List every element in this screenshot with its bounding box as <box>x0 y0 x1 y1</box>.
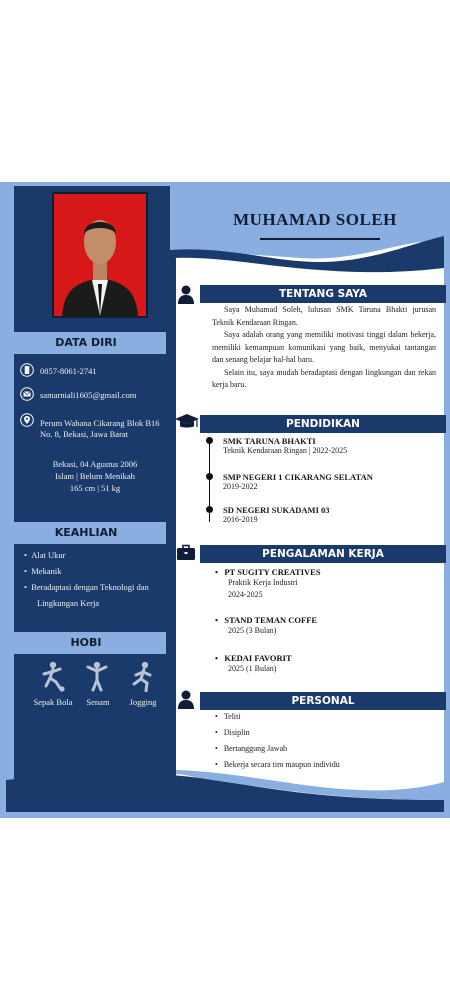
status-info: Islam | Belum Menikah <box>55 471 135 481</box>
personal-item: • Disiplin <box>215 728 250 737</box>
about-paragraph: Selain itu, saya mudah beradaptasi dengan lingkungan dan rekan kerja baru. <box>212 367 436 389</box>
job-period: 2025 (3 Bulan) <box>228 626 277 635</box>
education-item <box>223 505 330 524</box>
section-header-pengalaman-kerja: PENGALAMAN KERJA <box>200 545 446 563</box>
profile-photo <box>52 192 148 318</box>
hobby-label: Sepak Bola <box>33 697 73 707</box>
address-line-2: No. 8, Bekasi, Jawa Barat <box>40 429 129 439</box>
email-address: samarniali1605@gmail.com <box>40 390 137 400</box>
skill-item: • Alat Ukur <box>24 550 66 560</box>
personal-list <box>215 709 435 773</box>
personal-item: • Teliti <box>215 712 241 721</box>
job-title: • PT SUGITY CREATIVES <box>215 567 321 577</box>
person-icon <box>176 689 196 709</box>
section-header-personal: PERSONAL <box>200 692 446 710</box>
personal-item: • Bekerja secara tim maupun individu <box>215 760 340 769</box>
job-item <box>215 653 435 675</box>
job-desc: Praktik Kerja Industri <box>228 578 298 587</box>
job-title: • STAND TEMAN COFFE <box>215 615 318 625</box>
timeline-dot <box>206 437 213 444</box>
timeline-dot <box>206 506 213 513</box>
skill-item-continued: Lingkungan Kerja <box>37 598 100 608</box>
section-header-tentang-saya: TENTANG SAYA <box>200 285 446 303</box>
section-label-data-diri: DATA DIRI <box>6 332 166 354</box>
person-name: MUHAMAD SOLEH <box>233 210 397 229</box>
phone-number: 0857-8061-2741 <box>40 366 97 376</box>
personal-item: • Bertanggung Jawab <box>215 744 288 753</box>
about-paragraph: Saya adalah orang yang memiliki motivasi tinggi dalam bekerja, memiliki kemampuan komunikasi yang baik, menyukai tantangan dan senang belajar hal-hal baru. <box>212 330 436 364</box>
education-sub: 2016-2019 <box>223 515 258 524</box>
skill-item: • Beradaptasi dengan Teknologi dan <box>24 582 149 592</box>
address-line-1: Perum Wahana Cikarang Blok B16 <box>40 418 160 428</box>
job-period: 2025 (1 Bulan) <box>228 664 277 673</box>
education-item <box>223 436 347 455</box>
job-period: 2024-2025 <box>228 590 263 599</box>
job-item <box>215 615 435 637</box>
section-header-pendidikan: PENDIDIKAN <box>200 415 446 433</box>
timeline-dot <box>206 473 213 480</box>
section-label-hobi: HOBI <box>6 632 166 654</box>
job-title: • KEDAI FAVORIT <box>215 653 292 663</box>
briefcase-icon <box>176 543 196 563</box>
person-icon <box>176 284 196 304</box>
phone-icon <box>20 363 34 377</box>
football-icon <box>40 660 66 692</box>
section-label-keahlian: KEAHLIAN <box>6 522 166 544</box>
about-paragraph: Saya Muhamad Soleh, lulusan SMK Taruna Bhakti jurusan Teknik Kendaraan Ringan. <box>212 305 436 327</box>
name-underline <box>260 238 380 240</box>
hobby-label: Jogging <box>129 697 157 707</box>
location-icon <box>20 413 34 427</box>
education-item <box>223 472 373 491</box>
birth-info: Bekasi, 04 Agustus 2006 <box>52 459 138 469</box>
education-sub: 2019-2022 <box>223 482 258 491</box>
education-title: SMK TARUNA BHAKTI <box>223 436 316 446</box>
gymnastics-icon <box>84 660 110 692</box>
education-sub: Teknik Kendaraan Ringan | 2022-2025 <box>223 446 348 455</box>
education-title: SMP NEGERI 1 CIKARANG SELATAN <box>223 472 373 482</box>
skills-list <box>24 547 174 611</box>
email-icon <box>20 387 34 401</box>
education-title: SD NEGERI SUKADAMI 03 <box>223 505 330 515</box>
jogging-icon <box>130 660 156 692</box>
graduation-cap-icon <box>174 412 200 432</box>
about-text <box>212 304 436 392</box>
job-item <box>215 567 435 601</box>
hobby-label: Senam <box>86 697 110 707</box>
body-info: 165 cm | 51 kg <box>69 483 121 493</box>
skill-item: • Mekanik <box>24 566 62 576</box>
